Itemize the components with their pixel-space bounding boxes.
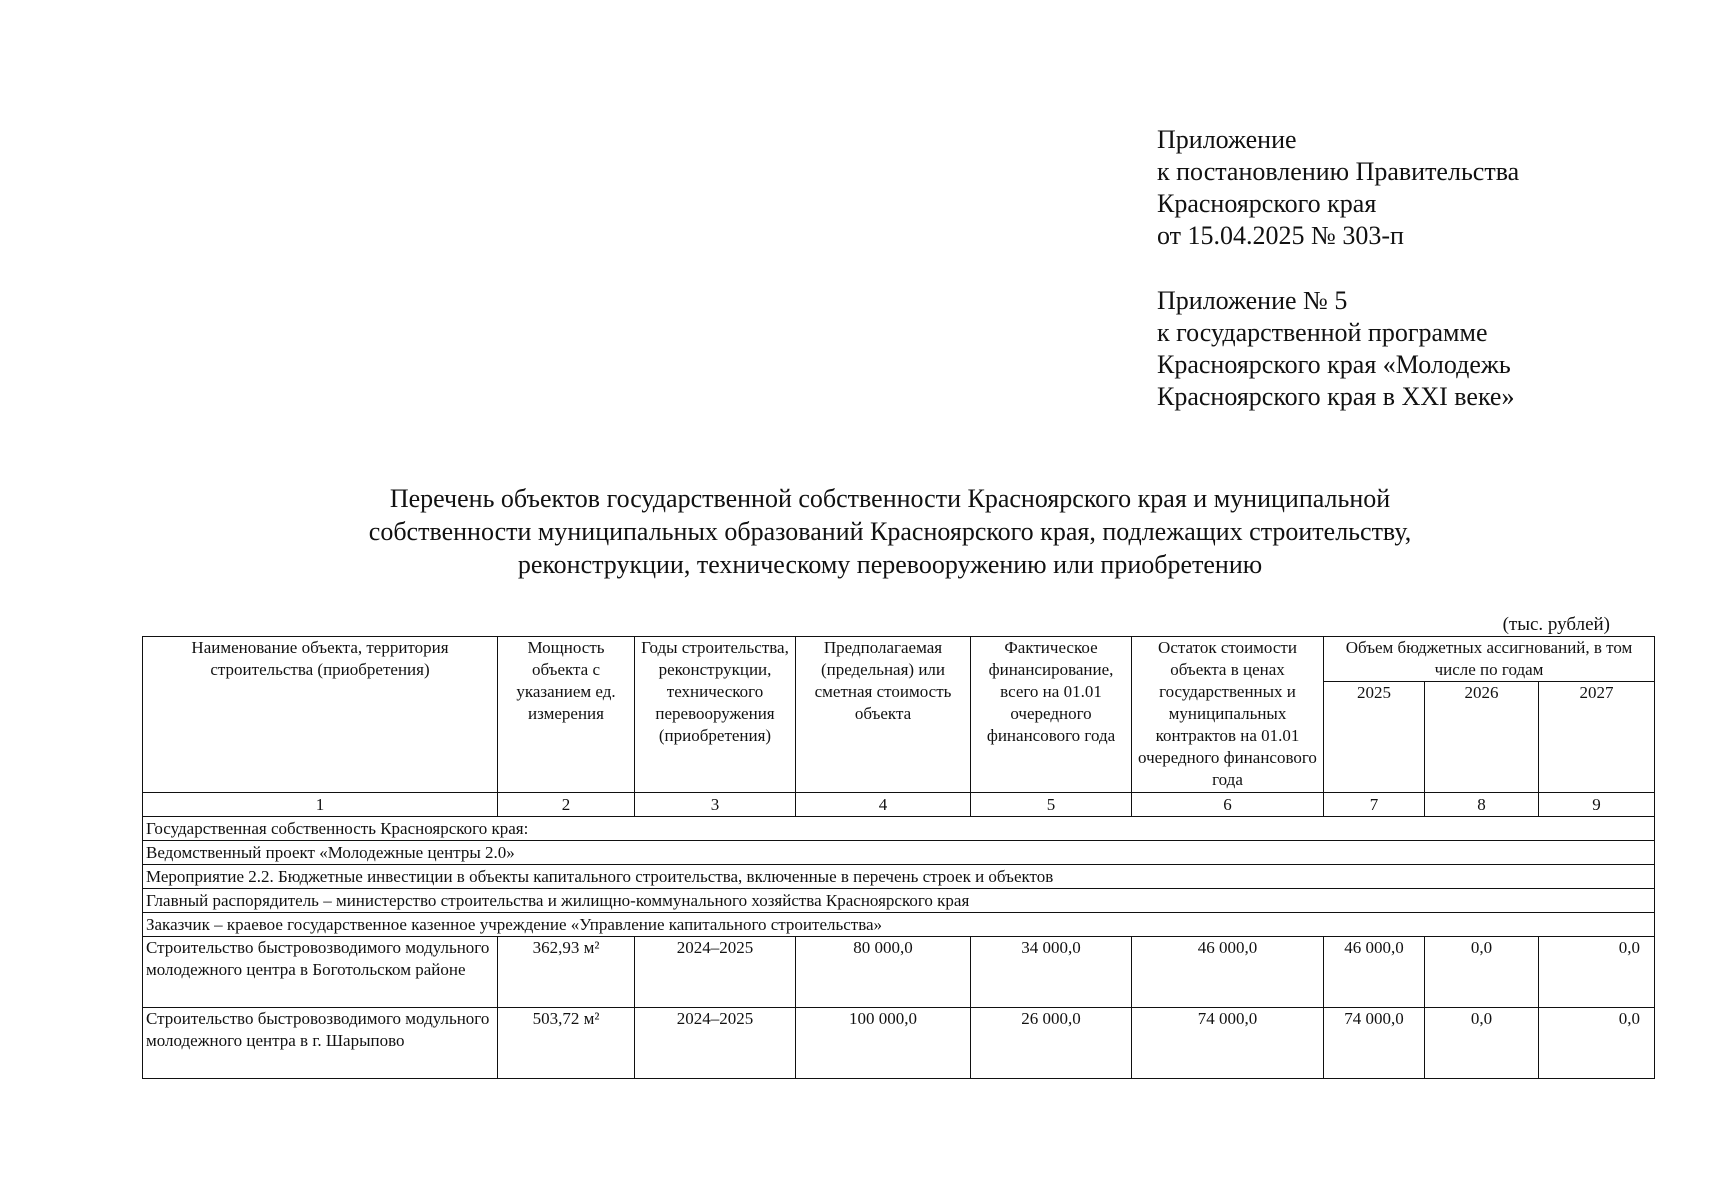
appendix-line: к постановлению Правительства: [1157, 157, 1520, 186]
appendix-line: от 15.04.2025 № 303-п: [1157, 221, 1404, 250]
table-row: [143, 937, 1655, 1008]
column-number: 7: [1324, 793, 1425, 817]
section-main-manager: Главный распорядитель – министерство строительства и жилищно-коммунального хозяйства Красноярского края: [143, 889, 1655, 913]
column-number: 3: [635, 793, 796, 817]
section-row: [143, 889, 1655, 913]
table-row: [143, 1008, 1655, 1079]
column-numbers-row: [143, 793, 1655, 817]
column-number: 1: [143, 793, 498, 817]
object-remaining: 74 000,0: [1132, 1008, 1324, 1079]
header-row: [143, 637, 1655, 682]
column-number: 5: [971, 793, 1132, 817]
units-label: (тыс. рублей): [1502, 614, 1610, 635]
header-2026: 2026: [1425, 682, 1539, 793]
header-years: Годы строительства, реконструкции, технического перевооружения (приобретения): [635, 637, 796, 793]
object-cost: 100 000,0: [796, 1008, 971, 1079]
object-name: Строительство быстровозводимого модульного молодежного центра в г. Шарыпово: [143, 1008, 498, 1079]
header-capacity: Мощность объекта с указанием ед. измерения: [498, 637, 635, 793]
column-number: 2: [498, 793, 635, 817]
header-name: Наименование объекта, территория строительства (приобретения): [143, 637, 498, 793]
object-2026: 0,0: [1425, 937, 1539, 1008]
appendix-line: к государственной программе: [1157, 318, 1488, 347]
section-row: [143, 817, 1655, 841]
section-measure: Мероприятие 2.2. Бюджетные инвестиции в объекты капитального строительства, включенные в перечень строек и объектов: [143, 865, 1655, 889]
object-2027: 0,0: [1539, 937, 1655, 1008]
object-years: 2024–2025: [635, 1008, 796, 1079]
object-years: 2024–2025: [635, 937, 796, 1008]
header-2027: 2027: [1539, 682, 1655, 793]
appendix-line: Красноярского края: [1157, 189, 1377, 218]
section-row: [143, 913, 1655, 937]
object-capacity: 362,93 м²: [498, 937, 635, 1008]
title-line: Перечень объектов государственной собственности Красноярского края и муниципальной: [389, 484, 1391, 513]
header-budget: Объем бюджетных ассигнований, в том числе по годам: [1324, 637, 1655, 682]
appendix-line: Красноярского края в XXI веке»: [1157, 382, 1515, 411]
appendix-resolution-block: [1157, 124, 1697, 252]
header-remaining: Остаток стоимости объекта в ценах государственных и муниципальных контрактов на 01.01 очередного финансового года: [1132, 637, 1324, 793]
column-number: 8: [1425, 793, 1539, 817]
object-2025: 74 000,0: [1324, 1008, 1425, 1079]
title-line: собственности муниципальных образований Красноярского края, подлежащих строительству,: [368, 517, 1412, 546]
appendix-line: Приложение: [1157, 125, 1297, 154]
section-ownership: Государственная собственность Красноярского края:: [143, 817, 1655, 841]
document-title: [140, 482, 1640, 581]
appendix-line: Приложение № 5: [1157, 286, 1348, 315]
column-number: 6: [1132, 793, 1324, 817]
column-number: 9: [1539, 793, 1655, 817]
section-row: [143, 865, 1655, 889]
appendix-program-block: [1157, 285, 1697, 413]
appendix-line: Красноярского края «Молодежь: [1157, 350, 1511, 379]
column-number: 4: [796, 793, 971, 817]
header-actual: Фактическое финансирование, всего на 01.01 очередного финансового года: [971, 637, 1132, 793]
object-remaining: 46 000,0: [1132, 937, 1324, 1008]
object-actual: 34 000,0: [971, 937, 1132, 1008]
object-2027: 0,0: [1539, 1008, 1655, 1079]
title-line: реконструкции, техническому перевооружению или приобретению: [517, 550, 1263, 579]
section-customer: Заказчик – краевое государственное казенное учреждение «Управление капитального строительства»: [143, 913, 1655, 937]
object-actual: 26 000,0: [971, 1008, 1132, 1079]
header-cost: Предполагаемая (предельная) или сметная стоимость объекта: [796, 637, 971, 793]
section-row: [143, 841, 1655, 865]
objects-table: [142, 636, 1655, 1079]
object-2026: 0,0: [1425, 1008, 1539, 1079]
object-capacity: 503,72 м²: [498, 1008, 635, 1079]
section-project: Ведомственный проект «Молодежные центры 2.0»: [143, 841, 1655, 865]
object-2025: 46 000,0: [1324, 937, 1425, 1008]
object-cost: 80 000,0: [796, 937, 971, 1008]
object-name: Строительство быстровозводимого модульного молодежного центра в Боготольском районе: [143, 937, 498, 1008]
header-2025: 2025: [1324, 682, 1425, 793]
